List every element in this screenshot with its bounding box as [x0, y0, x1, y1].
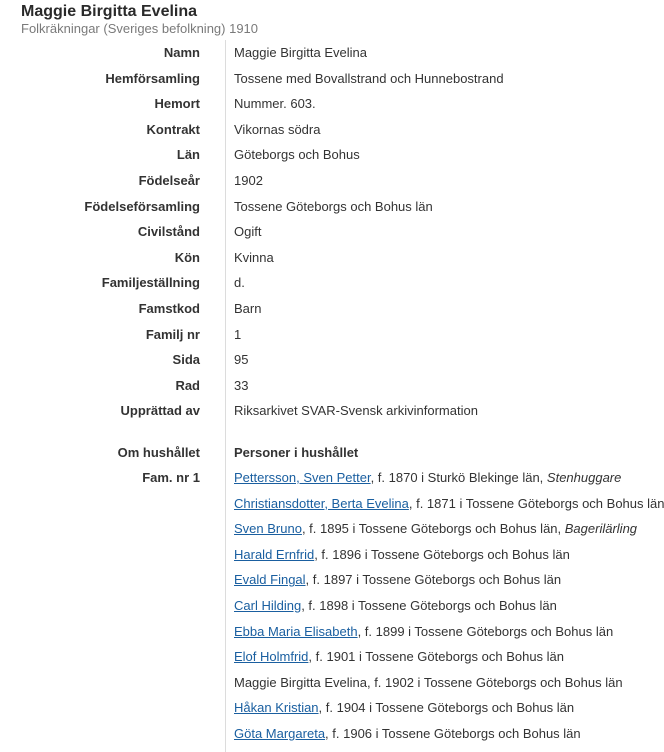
person-entry — [234, 593, 557, 619]
person-row — [0, 721, 664, 747]
person-details: , f. 1899 i Tossene Göteborgs och Bohus län — [357, 623, 614, 639]
household-section — [0, 441, 664, 747]
person-row — [0, 619, 664, 645]
person-link[interactable]: Sven Bruno — [234, 521, 302, 537]
person-entry — [234, 670, 623, 696]
field-label: Sida — [172, 352, 200, 368]
field-label: Namn — [163, 45, 200, 60]
field-value: 1902 — [234, 172, 263, 188]
field-label: Hemförsamling — [105, 70, 200, 86]
person-details: , f. 1897 i Tossene Göteborgs och Bohus län — [305, 572, 562, 588]
field-row-hemort — [0, 91, 664, 117]
person-row — [0, 542, 664, 568]
person-row — [0, 695, 664, 721]
person-details: , f. 1906 i Tossene Göteborgs och Bohus län — [325, 725, 581, 741]
person-entry — [234, 516, 637, 542]
field-value: 95 — [234, 352, 249, 368]
field-value: Göteborgs och Bohus — [234, 147, 360, 163]
person-entry — [234, 542, 570, 568]
field-label: Famstkod — [138, 300, 200, 316]
person-details: , f. 1871 i Tossene Göteborgs och Bohus län — [408, 495, 664, 511]
field-label: Län — [176, 147, 200, 163]
field-row-familjestallning — [0, 270, 664, 296]
field-row-sida — [0, 347, 664, 373]
field-label: Familjeställning — [101, 275, 200, 291]
field-label: Familj nr — [145, 326, 200, 342]
person-row — [0, 491, 664, 517]
person-entry — [234, 567, 561, 593]
person-name: Maggie Birgitta Evelina — [234, 674, 367, 690]
field-row-fodelsear — [0, 168, 664, 194]
field-label: Rad — [175, 377, 200, 393]
field-value: Nummer. 603. — [234, 96, 316, 112]
person-occupation: Bagerilärling — [564, 521, 638, 537]
field-row-famstkod — [0, 296, 664, 322]
person-entry — [234, 644, 564, 670]
person-link[interactable]: Håkan Kristian — [234, 700, 319, 716]
field-value: Tossene Göteborgs och Bohus län — [234, 198, 433, 214]
field-value: Maggie Birgitta Evelina — [234, 45, 367, 60]
field-row-fodelseforsamling — [0, 194, 664, 220]
field-row-upprattad-av — [0, 398, 664, 424]
person-entry — [234, 695, 574, 721]
page-title: Maggie Birgitta Evelina — [21, 3, 198, 20]
person-row — [0, 593, 664, 619]
field-row-civilstand — [0, 219, 664, 245]
person-details: , f. 1902 i Tossene Göteborgs och Bohus län — [366, 674, 623, 690]
household-label: Om hushållet — [117, 445, 200, 460]
record-header — [21, 0, 661, 36]
person-row — [0, 644, 664, 670]
person-link[interactable]: Harald Ernfrid — [234, 546, 315, 562]
field-row-hemforsamling — [0, 66, 664, 92]
field-row-lan — [0, 142, 664, 168]
field-label: Födelseförsamling — [84, 198, 200, 214]
field-value: d. — [234, 275, 245, 291]
person-entry — [234, 619, 613, 645]
person-link[interactable]: Ebba Maria Elisabeth — [234, 623, 358, 639]
field-row-kon — [0, 245, 664, 271]
person-entry — [234, 721, 581, 747]
person-link[interactable]: Evald Fingal — [234, 572, 306, 588]
source-subtitle: Folkräkningar (Sveriges befolkning) 1910 — [21, 21, 259, 36]
person-occupation: Stenhuggare — [546, 470, 622, 485]
person-details: , f. 1895 i Tossene Göteborgs och Bohus län, — [301, 521, 565, 537]
field-value: Kvinna — [234, 249, 274, 265]
person-details: , f. 1904 i Tossene Göteborgs och Bohus län — [318, 700, 575, 716]
person-details: , f. 1898 i Tossene Göteborgs och Bohus län — [301, 597, 557, 613]
field-row-rad — [0, 373, 664, 399]
person-link[interactable]: Christiansdotter, Berta Evelina — [234, 495, 409, 511]
person-row — [0, 516, 664, 542]
field-value: Vikornas södra — [234, 121, 321, 137]
person-details: , f. 1870 i Sturkö Blekinge län, — [370, 470, 547, 485]
field-label: Upprättad av — [120, 403, 200, 419]
person-link[interactable]: Pettersson, Sven Petter — [234, 470, 371, 485]
field-value: Barn — [234, 300, 262, 316]
person-entry — [234, 465, 621, 491]
person-details: , f. 1896 i Tossene Göteborgs och Bohus län — [314, 546, 570, 562]
field-label: Kontrakt — [146, 121, 200, 137]
field-row-namn — [0, 40, 664, 66]
family-number-label: Fam. nr 1 — [142, 470, 200, 485]
household-heading: Personer i hushållet — [234, 445, 359, 460]
record-fields — [0, 40, 664, 424]
field-value: 33 — [234, 377, 249, 393]
field-label: Kön — [174, 249, 200, 265]
person-link[interactable]: Elof Holmfrid — [234, 649, 309, 665]
field-value: Riksarkivet SVAR-Svensk arkivinformation — [234, 403, 478, 419]
person-row — [0, 465, 664, 491]
field-value: Tossene med Bovallstrand och Hunnebostrand — [234, 70, 504, 86]
person-link[interactable]: Carl Hilding — [234, 597, 302, 613]
person-entry — [234, 491, 664, 517]
field-label: Civilstånd — [137, 224, 200, 240]
field-label: Födelseår — [138, 172, 200, 188]
person-row-current — [0, 670, 664, 696]
field-value: 1 — [234, 326, 242, 342]
person-row — [0, 567, 664, 593]
household-heading-row — [0, 441, 664, 465]
field-row-kontrakt — [0, 117, 664, 143]
field-row-familj-nr — [0, 322, 664, 348]
field-label: Hemort — [154, 96, 200, 112]
field-value: Ogift — [234, 224, 262, 240]
person-details: , f. 1901 i Tossene Göteborgs och Bohus län — [308, 649, 565, 665]
person-link[interactable]: Göta Margareta — [234, 725, 326, 741]
